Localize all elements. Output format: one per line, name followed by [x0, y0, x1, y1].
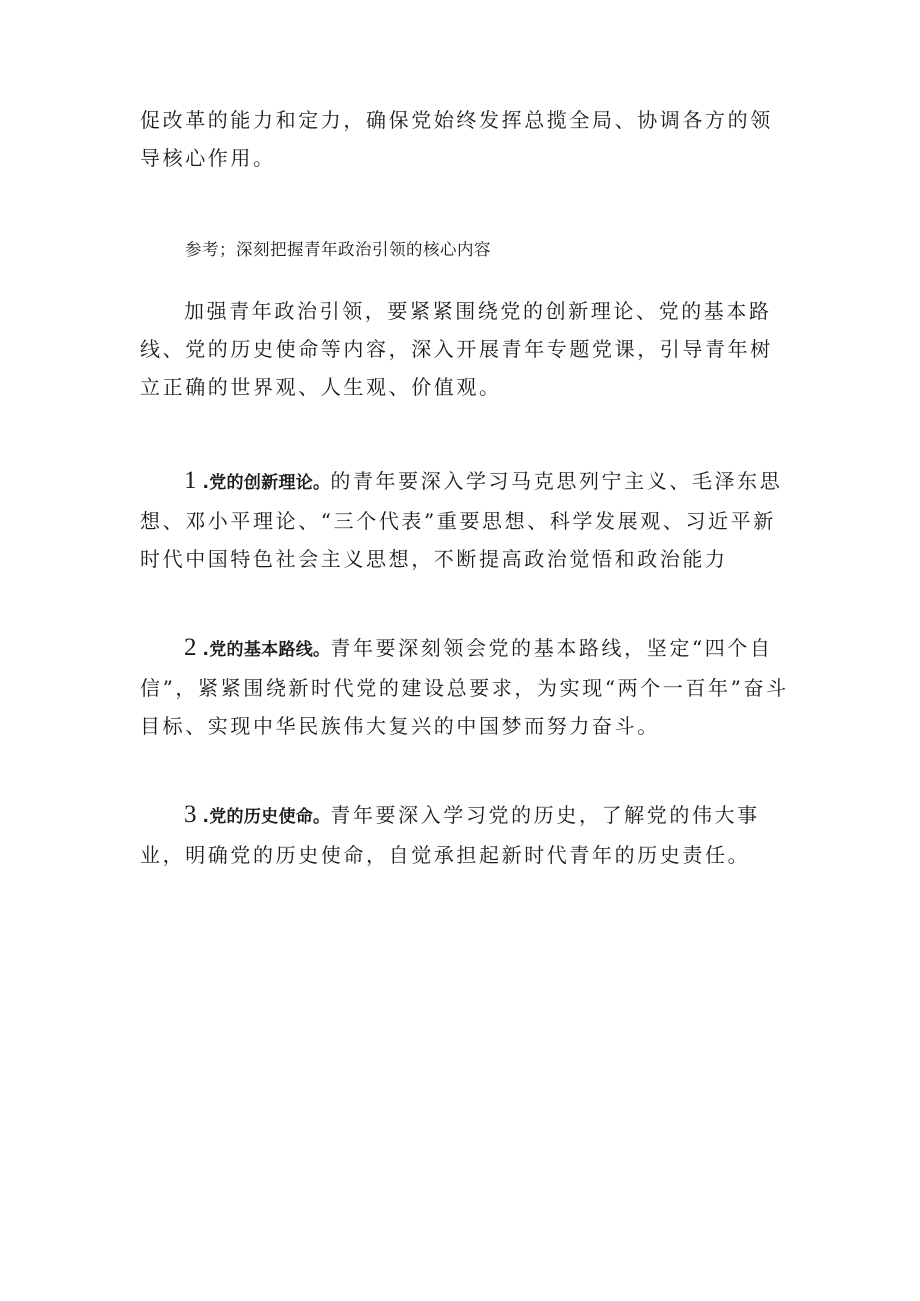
lead-paragraph: 加强青年政治引领，要紧紧围绕党的创新理论、党的基本路线、党的历史使命等内容，深入开展青年专题党课，引导青年树立正确的世界观、人生观、价值观。 [140, 299, 773, 399]
list-item-2 [140, 629, 790, 745]
intro-paragraph: 促改革的能力和定力，确保党始终发挥总揽全局、协调各方的领导核心作用。 [140, 108, 773, 170]
list-item-3 [140, 796, 790, 874]
item-body: 青年要深入学习党的历史，了解党的伟大事业，明确党的历史使命，自觉承担起新时代青年的历史责任。 [140, 803, 760, 867]
item-title: .党的创新理论。 [202, 473, 331, 493]
section-heading: 参考；深刻把握青年政治引领的核心内容 [185, 240, 491, 259]
item-body: 的青年要深入学习马克思列宁主义、毛泽东思想、邓小平理论、“三个代表”重要思想、科学发展观、习近平新时代中国特色社会主义思想，不断提高政治觉悟和政治能力 [140, 469, 783, 571]
item-number: 3 [184, 801, 197, 828]
item-body: 青年要深刻领会党的基本路线，坚定“四个自信”，紧紧围绕新时代党的建设总要求，为实现“两个一百年”奋斗目标、实现中华民族伟大复兴的中国梦而努力奋斗。 [140, 636, 789, 738]
item-number: 1 [184, 467, 197, 494]
list-item-1 [140, 462, 790, 578]
item-title: .党的历史使命。 [202, 807, 331, 827]
item-title: .党的基本路线。 [202, 640, 331, 660]
item-number: 2 [184, 634, 197, 661]
